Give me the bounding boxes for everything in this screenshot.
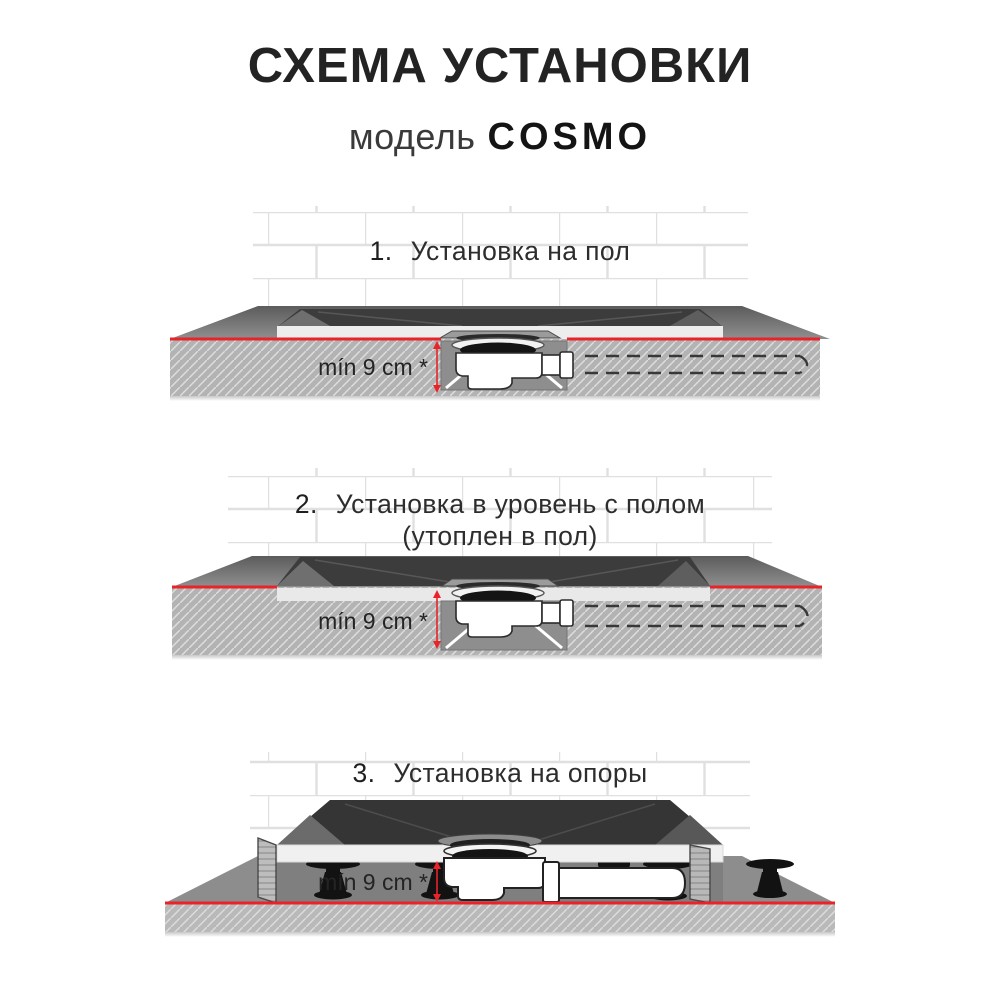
section-3-title: Установка на опоры (393, 758, 648, 788)
dimension-label: mín 9 cm * (318, 354, 428, 380)
dimension-label: mín 9 cm * (318, 608, 428, 634)
model-row (0, 116, 1000, 159)
slab-shadow (172, 655, 822, 660)
section-3-title-row (0, 758, 1000, 789)
pipe-coupling (560, 352, 573, 378)
tray-surface (277, 309, 723, 327)
section-1-title-row (0, 236, 1000, 267)
section-2-title: Установка в уровень с полом (335, 489, 706, 519)
drain-pipe (545, 868, 685, 898)
section-2-number: 2. (294, 489, 318, 519)
section-1-number: 1. (369, 236, 393, 266)
section-2-subtitle: (утоплен в пол) (402, 521, 598, 551)
section-2-title-row (0, 489, 1000, 520)
section-1-title: Установка на пол (410, 236, 631, 266)
siphon-outlet (542, 355, 560, 375)
siphon-outlet (542, 603, 560, 623)
model-label: модель (348, 116, 476, 157)
pipe-coupling (543, 862, 559, 902)
dimension-label: mín 9 cm * (318, 869, 428, 895)
slab-shadow (165, 932, 835, 937)
model-name: COSMO (487, 116, 652, 158)
slab-shadow (170, 396, 820, 401)
page-title: СХЕМА УСТАНОВКИ (247, 39, 753, 93)
section-3-number: 3. (352, 758, 376, 788)
pipe-coupling (560, 600, 573, 626)
